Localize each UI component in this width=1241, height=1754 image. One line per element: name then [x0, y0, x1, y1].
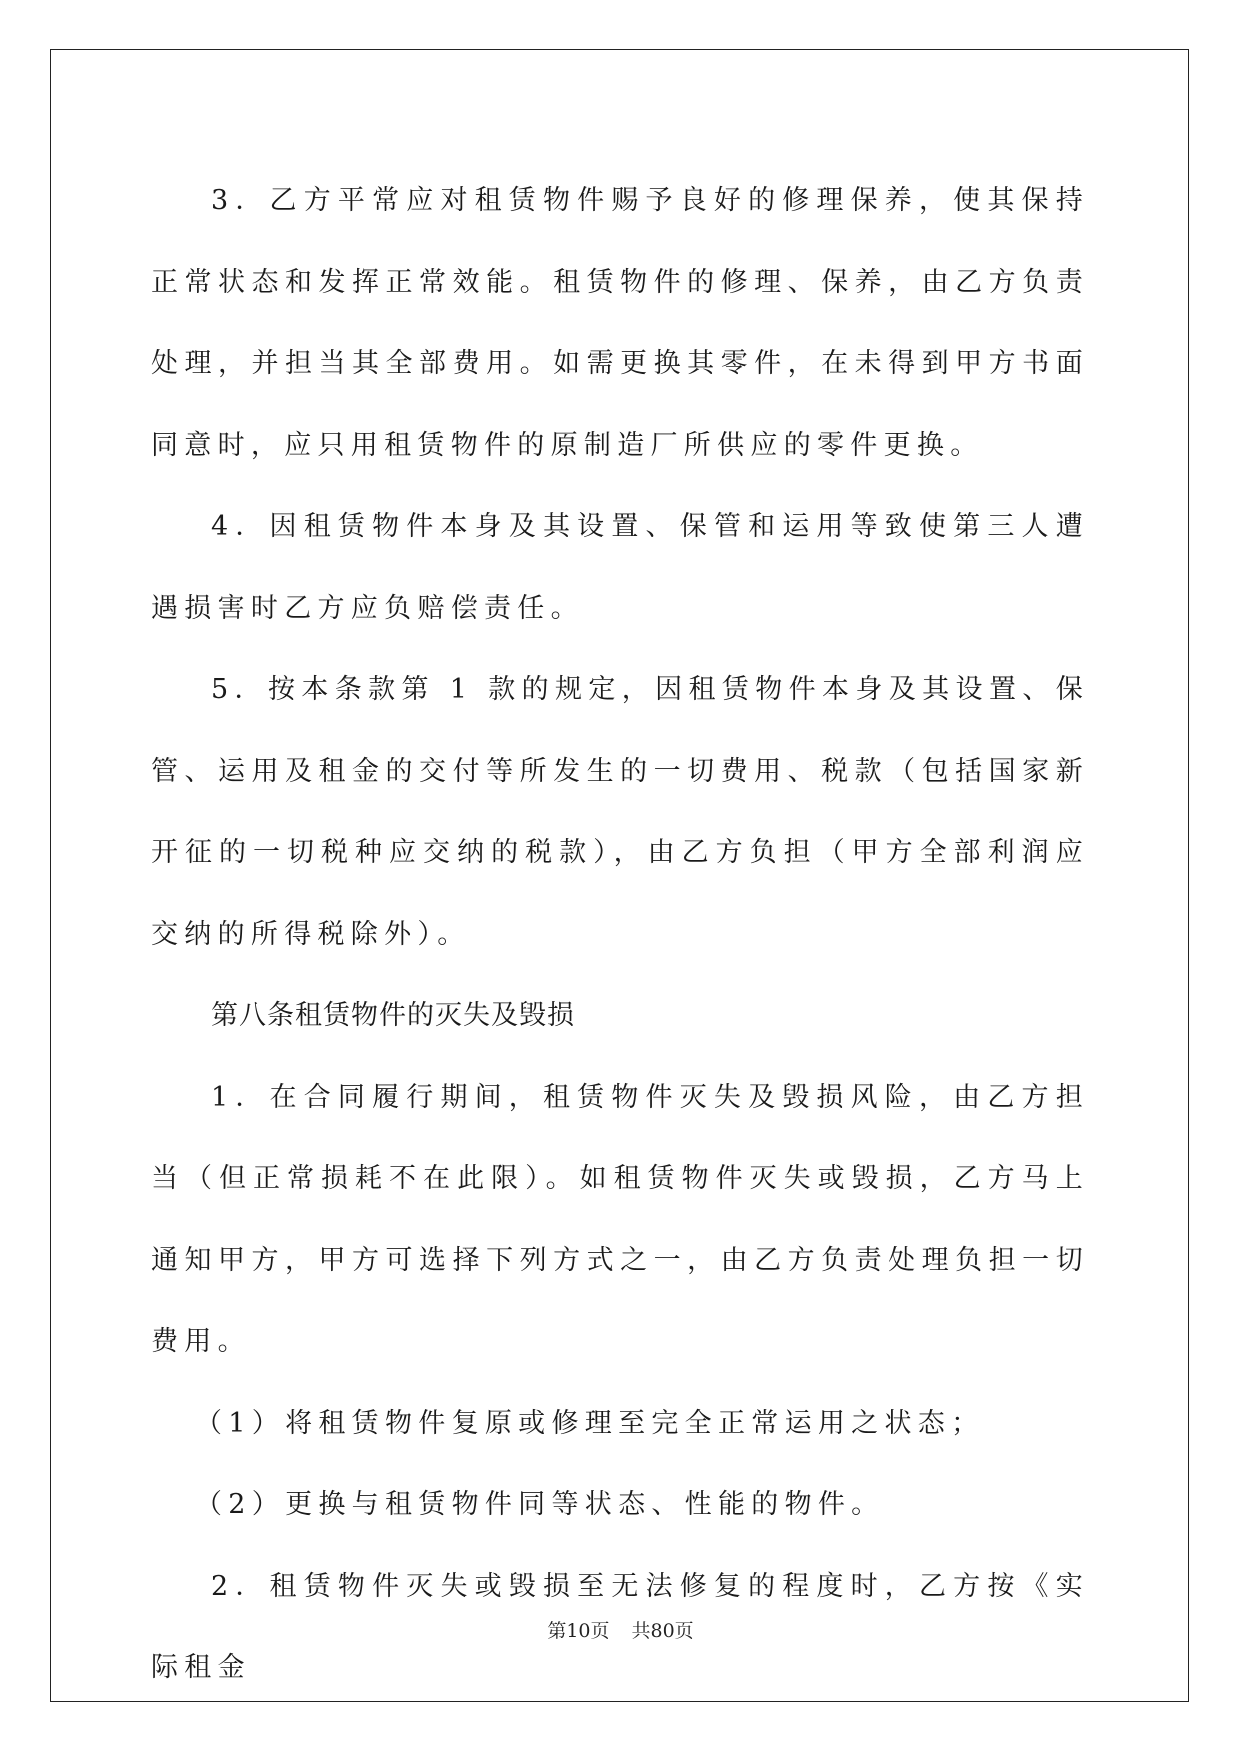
paragraph-clause-8-1: 1．在合同履行期间，租赁物件灭失及毁损风险，由乙方担当（但正常损耗不在此限）。如租赁物件灭失或毁损，乙方马上通知甲方，甲方可选择下列方式之一，由乙方负责处理负担一切费用。: [151, 1081, 1089, 1357]
page-total: 共80页: [631, 1620, 694, 1642]
paragraph-clause-8-1-b: （2）更换与租赁物件同等状态、性能的物件。: [195, 1489, 885, 1520]
paragraph-clause-7-3: 3．乙方平常应对租赁物件赐予良好的修理保养，使其保持正常状态和发挥正常效能。租赁物件的修理、保养，由乙方负责处理，并担当其全部费用。如需更换其零件，在未得到甲方书面同意时，应只用租赁物件的原制造厂所供应的零件更换。: [151, 185, 1089, 461]
page-number: 第10页: [547, 1620, 610, 1642]
document-body: [151, 160, 1089, 1709]
page-footer: [0, 1616, 1241, 1643]
paragraph-clause-8-1-a: （1）将租赁物件复原或修理至完全正常运用之状态；: [195, 1407, 985, 1439]
paragraph-clause-7-5: 5．按本条款第 1 款的规定，因租赁物件本身及其设置、保管、运用及租金的交付等所发生的一切费用、税款（包括国家新开征的一切税种应交纳的税款），由乙方负担（甲方全部利润应交纳的所得税除外）。: [151, 674, 1089, 950]
article-8-heading: 第八条租赁物件的灭失及毁损: [211, 1000, 575, 1031]
paragraph-clause-7-4: 4．因租赁物件本身及其设置、保管和运用等致使第三人遭遇损害时乙方应负赔偿责任。: [151, 511, 1089, 624]
paragraph-clause-8-2: 2．租赁物件灭失或毁损至无法修复的程度时，乙方按《实际租金: [151, 1570, 1089, 1683]
